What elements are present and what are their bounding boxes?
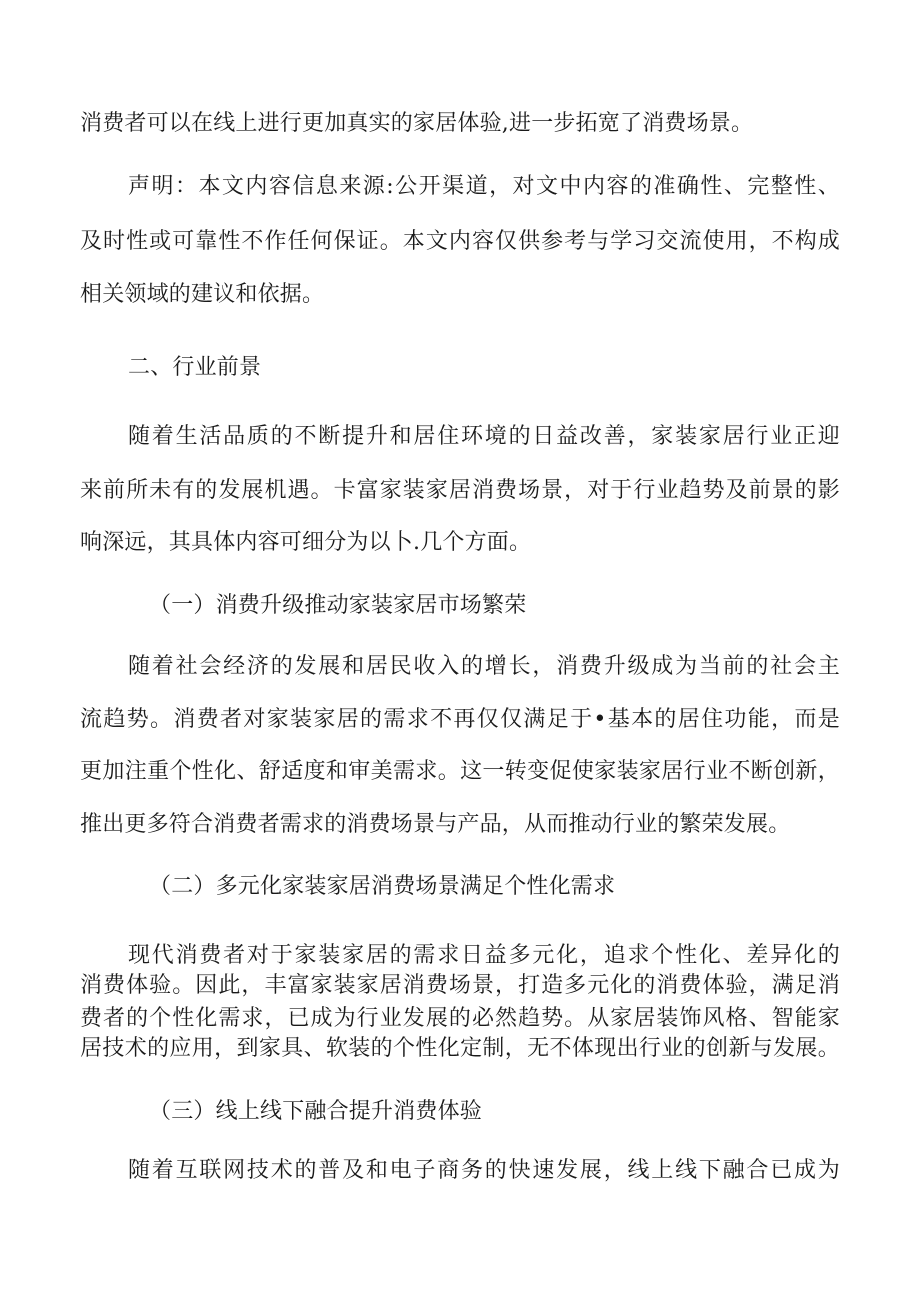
paragraph-line: 相关领域的建议和依据。 [80, 282, 325, 307]
paragraph-line: 来前所未有的发展机遇。卡富家装家居消费场景，对于行业趋势及前景的影 [80, 478, 840, 503]
section-heading: 二、行业前景 [128, 355, 262, 380]
paragraph-line: 居技术的应用，到家具、软装的个性化定制，无不体现出行业的创新与发展。 [80, 1036, 840, 1061]
subsection-heading: （二）多元化家装家居消费场景满足个性化需求 [149, 874, 616, 899]
paragraph-line: 及时性或可靠性不作任何保证。本文内容仅供参考与学习交流使用，不构成 [80, 229, 840, 254]
paragraph-line: 随着互联网技术的普及和电子商务的快速发展，线上线下融合已成为 [128, 1158, 840, 1183]
paragraph-line: 推出更多符合消费者需求的消费场景与产品，从而推动行业的繁荣发展。 [80, 812, 791, 837]
paragraph-line: 随着社会经济的发展和居民收入的增长，消费升级成为当前的社会主 [128, 654, 840, 679]
paragraph-line: 更加注重个性化、舒适度和审美需求。这一转变促使家装家居行业不断创新， [80, 759, 840, 784]
paragraph-line: 响深远，其具体内容可细分为以卜.几个方面。 [80, 530, 532, 555]
paragraph-line: 随着生活品质的不断提升和居住环境的日益改善，家装家居行业正迎 [128, 424, 840, 449]
paragraph-line: 消费体验。因此，丰富家装家居消费场景，打造多元化的消费体验，满足消 [80, 973, 840, 998]
paragraph-line: 费者的个性化需求，已成为行业发展的必然趋势。从家居装饰风格、智能家 [80, 1006, 840, 1031]
paragraph-line: 流趋势。消费者对家装家居的需求不再仅仅满足于•基本的居住功能，而是 [80, 707, 840, 732]
paragraph-line: 现代消费者对于家装家居的需求日益多元化，追求个性化、差异化的 [128, 943, 840, 968]
subsection-heading: （三）线上线下融合提升消费体验 [149, 1099, 483, 1124]
paragraph-line: 消费者可以在线上进行更加真实的家居体验,进一步拓宽了消费场景。 [80, 111, 754, 136]
paragraph-line: 声明：本文内容信息来源:公开渠道，对文中内容的准确性、完整性、 [128, 174, 840, 199]
subsection-heading: （一）消费升级推动家装家居市场繁荣 [149, 593, 527, 618]
